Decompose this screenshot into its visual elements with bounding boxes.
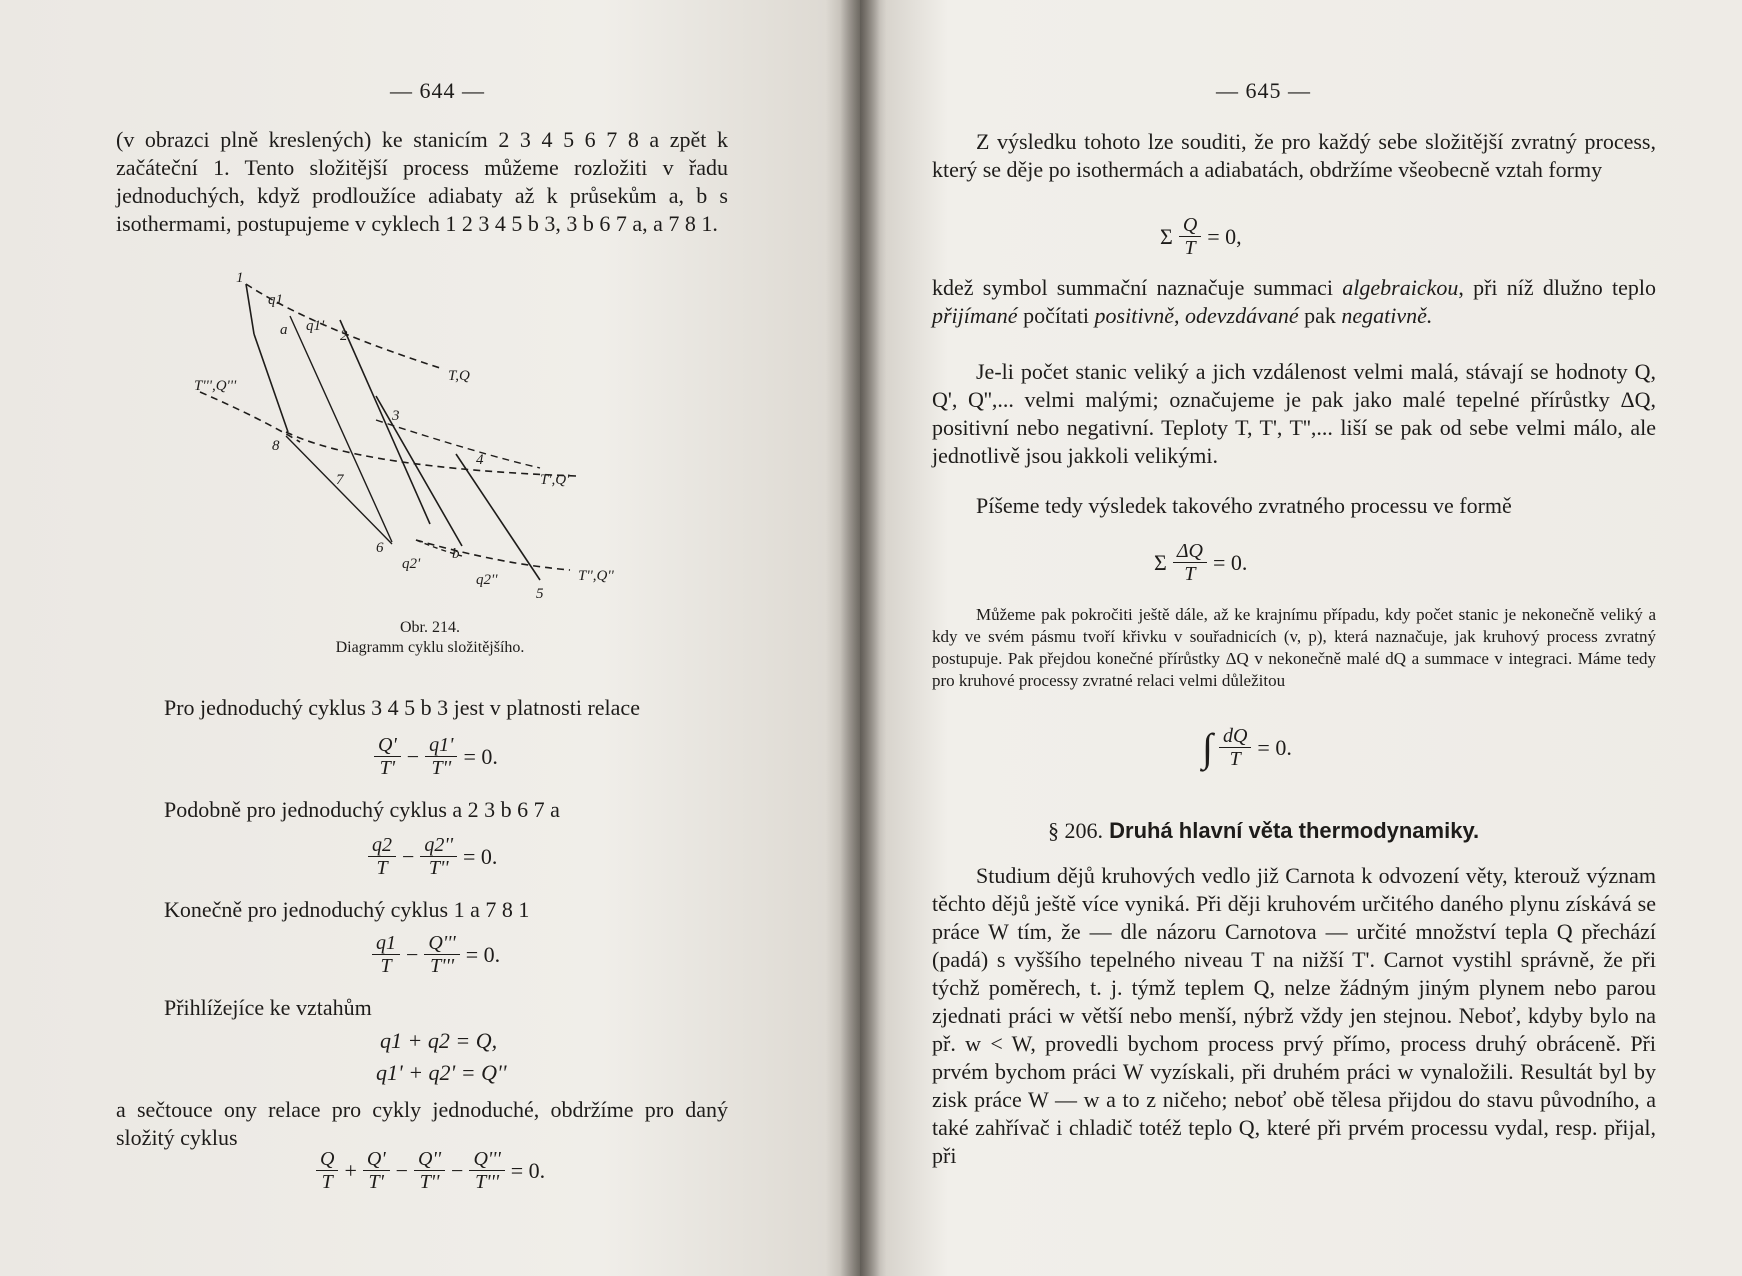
figure-caption — [300, 618, 560, 658]
label-point-7: 7 — [336, 472, 344, 488]
right-paragraph-2: kdež symbol summační naznačuje summaci algebraickou, při níž dlužno teplo přijímané počítati positivně, odevzdávané pak negativně. — [932, 275, 1656, 328]
left-page — [0, 0, 860, 1276]
left-intro-paragraph: (v obrazci plně kreslených) ke stanicím 2 3 4 5 6 7 8 a zpět k začáteční 1. Tento složitější process můžeme rozložiti v řadu jednoduchých, když prodloužíce adiabaty až k průsekům a, b s isothermami, postupujeme v cyklech 1 2 3 4 5 b 3, 3 b 6 7 a, a 7 8 1. — [116, 127, 728, 236]
label-point-8: 8 — [272, 438, 280, 454]
equation-4: $\frac{Q}{T}$ + $\frac{Q'}{T'}$ − $\frac{Q''}{T''}$ − $\frac{Q'''}{T'''}$ = 0. — [316, 1148, 545, 1193]
label-point-4: 4 — [476, 452, 484, 468]
page-number-right: — 645 — — [1216, 78, 1311, 103]
section-title: Druhá hlavní věta thermodynamiky. — [1109, 818, 1480, 843]
right-page — [860, 0, 1742, 1276]
label-q2-prime: q2' — [402, 556, 421, 572]
section-heading — [1048, 818, 1479, 844]
equation-integral: ∫ $\frac{dQ}{T}$ = 0. — [1202, 725, 1292, 770]
label-T1Q1: T',Q' — [540, 472, 570, 488]
section-number: § 206. — [1048, 818, 1103, 843]
left-line-3: Konečně pro jednoduchý cyklus 1 a 7 8 1 — [164, 897, 530, 922]
label-point-2: 2 — [340, 328, 348, 344]
label-T3Q3: T''',Q''' — [194, 378, 237, 394]
label-point-5: 5 — [536, 586, 544, 602]
label-point-a: a — [280, 322, 288, 338]
right-paragraph-4: Píšeme tedy výsledek takového zvratného processu ve formě — [976, 493, 1512, 518]
left-line-5: a sečtouce ony relace pro cykly jednoduché, obdržíme pro daný složitý cyklus — [116, 1097, 728, 1150]
label-q1-prime: q1' — [306, 318, 325, 334]
relation-2: q1' + q2' = Q'' — [376, 1060, 507, 1085]
figure-number: Obr. 214. — [400, 619, 460, 636]
label-q2-dprime: q2'' — [476, 572, 498, 588]
label-T2Q2: T'',Q'' — [578, 568, 614, 584]
relation-1: q1 + q2 = Q, — [380, 1028, 498, 1053]
label-point-3: 3 — [392, 408, 400, 424]
equation-sum-dQ-T: Σ $\frac{\Delta Q}{T}$ = 0. — [1154, 540, 1248, 585]
label-point-1: 1 — [236, 270, 244, 286]
right-paragraph-3: Je-li počet stanic veliký a jich vzdálenost velmi malá, stávají se hodnoty Q, Q', Q'',... velmi malými; označujeme je pak jako malé tepelné přírůstky ΔQ, positivní nebo negativní. Teploty T, T', T'',... liší se pak od sebe velmi málo, ale jednotlivě jsou jakkoli velikými. — [932, 359, 1656, 468]
equation-2: $\frac{q2}{T}$ − $\frac{q2''}{T''}$ = 0. — [368, 834, 497, 879]
label-q1: q1 — [268, 292, 283, 308]
equation-3: $\frac{q1}{T}$ − $\frac{Q'''}{T'''}$ = 0. — [372, 932, 500, 977]
left-line-4: Přihlížejíce ke vztahům — [164, 995, 372, 1020]
diagram-cycle — [180, 268, 700, 608]
label-point-b: b — [452, 546, 460, 562]
equation-1: $\frac{Q'}{T'}$ − $\frac{q1'}{T''}$ = 0. — [374, 734, 498, 779]
right-paragraph-6: Studium dějů kruhových vedlo již Carnota k odvození věty, kterouž význam těchto dějů ještě více vyniká. Při ději kruhovém určitého daného plynu získává se práce W tím, že — dle názoru Carnotova — určité množství tepla Q přechází (padá) s vyššího tepelného niveau T na nižší T'. Carnot vystihl správně, že při týchž poměrech, t. j. týmž teplem Q, nelze žádným jiným plynem nebo parou zjednati práci w větší nebo menší, nýbrž vždy jen stejnou. Neboť, kdyby bylo na př. w < W, provedli bychom process prvý přímo, process druhý obráceně. Při prvém bychom práci W vyzískali, při druhém práci w vynaložili. Resultát byl by zisk práce W — w a to z ničeho; neboť obě tělesa přijdou do stavu původního, a také zahřívač i chladič totéž teplo Q, které při prvém processu vydal, resp. přijal, při — [932, 863, 1656, 1168]
left-line-1: Pro jednoduchý cyklus 3 4 5 b 3 jest v platnosti relace — [164, 695, 640, 720]
label-TQ: T,Q — [448, 368, 470, 384]
book-gutter — [840, 0, 880, 1276]
figure-title: Diagramm cyklu složitějšího. — [335, 639, 525, 656]
right-small-paragraph: Můžeme pak pokročiti ještě dále, až ke krajnímu případu, kdy počet stanic je nekonečně veliký a kdy ve svém pásmu tvoří křivku v souřadnicích (v, p), která naznačuje, jak kruhový process zvratný postupuje. Pak přejdou konečné přírůstky ΔQ v nekonečně malé dQ a summace v integraci. Máme tedy pro kruhové processy zvratné relaci velmi důležitou — [932, 605, 1656, 690]
label-point-6: 6 — [376, 540, 384, 556]
right-paragraph-1: Z výsledku tohoto lze souditi, že pro každý sebe složitější zvratný process, který se děje po isothermách a adiabatách, obdržíme všeobecně vztah formy — [932, 129, 1656, 182]
equation-sum-Q-T: Σ $\frac{Q}{T}$ = 0, — [1160, 214, 1242, 259]
left-line-2: Podobně pro jednoduchý cyklus a 2 3 b 6 7 a — [164, 797, 560, 822]
page-number-left: — 644 — — [390, 78, 485, 103]
